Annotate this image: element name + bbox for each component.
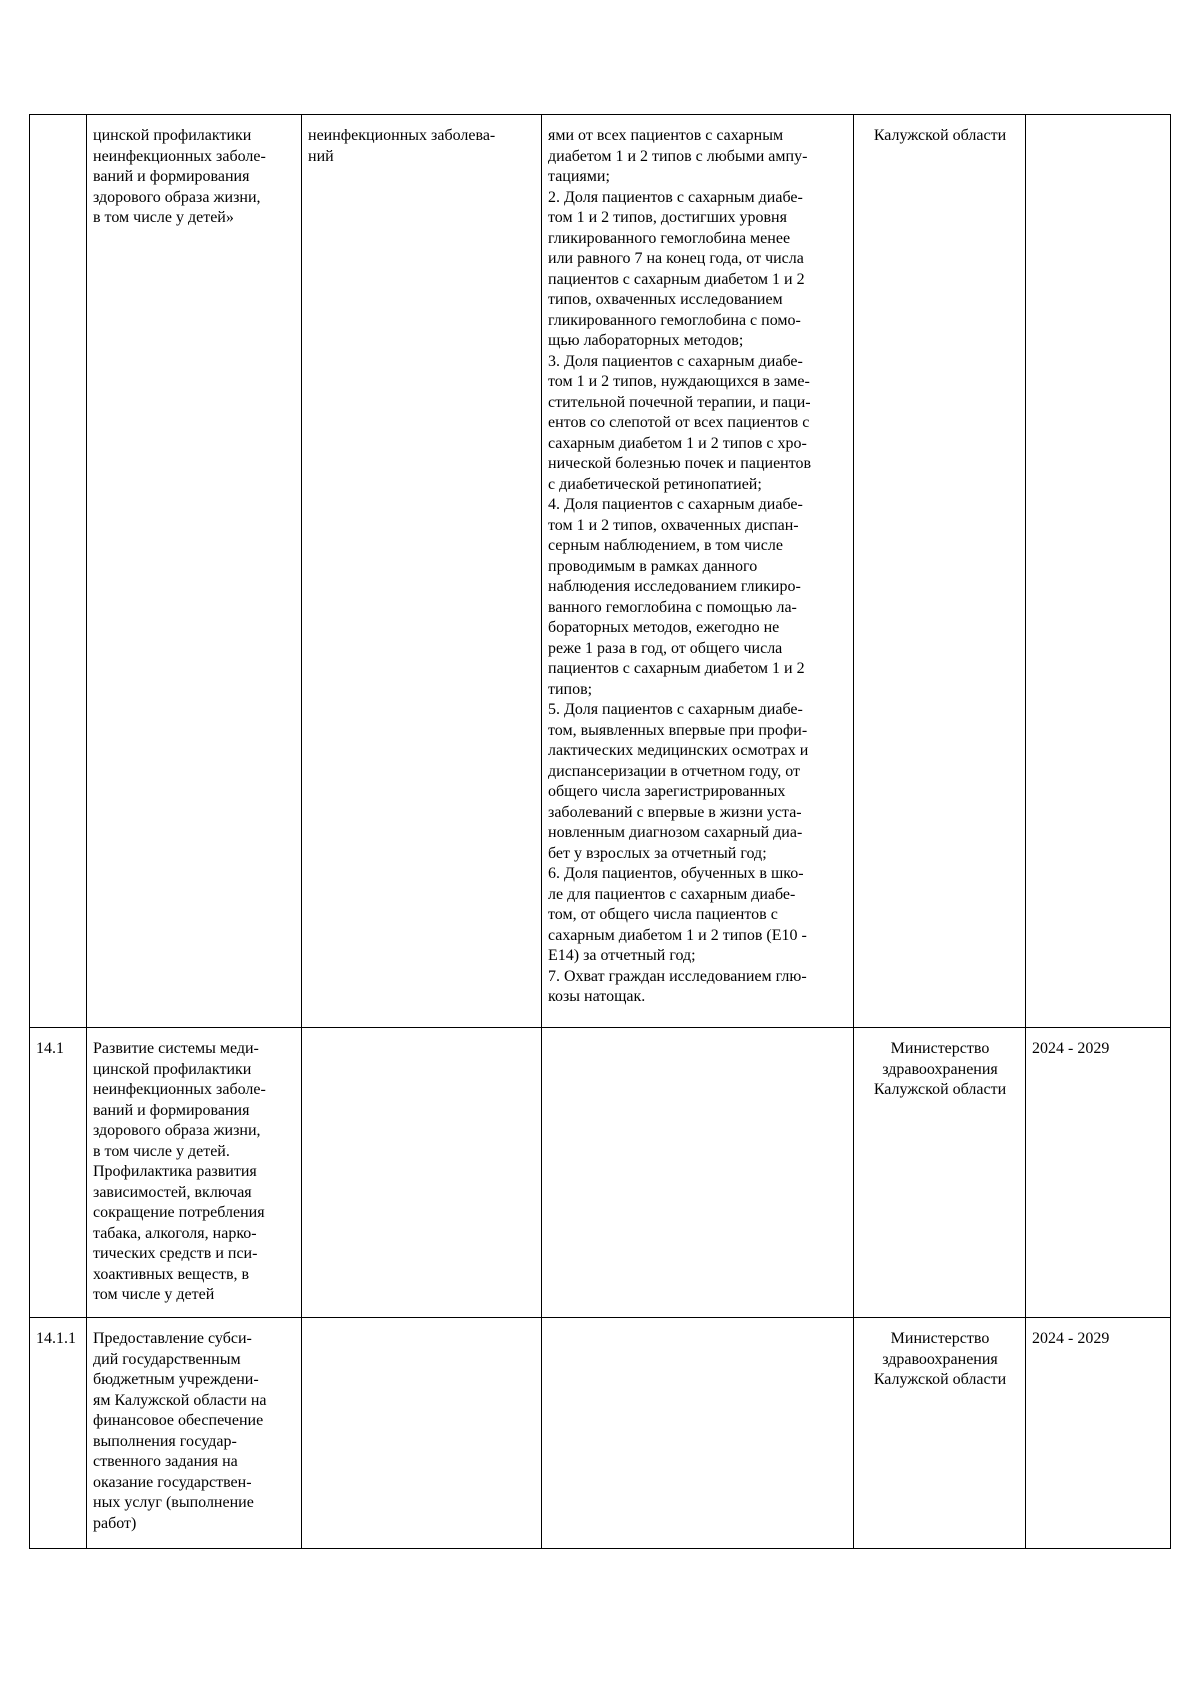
table-row: [30, 1028, 1171, 1318]
row-number: [30, 115, 87, 1028]
event-name-cell: Развитие системы меди- цинской профилактики неинфекционных заболе- ваний и формирования здорового образа жизни, в том числе у детей. Профилактика развития зависимостей, включая сокращение потребления табака, алкоголя, нарко- тических средств и пси- хоактивных веществ, в том числе у детей: [87, 1028, 302, 1318]
event-name-cell: Предоставление субси- дий государственным бюджетным учреждени- ям Калужской области на финансовое обеспечение выполнения государ- ственного задания на оказание государствен- ных услуг (выполнение работ): [87, 1318, 302, 1549]
row-number: 14.1: [30, 1028, 87, 1318]
event-name-cell: цинской профилактики неинфекционных заболе- ваний и формирования здорового образа жизни, в том числе у детей»: [87, 115, 302, 1028]
task-cell: неинфекционных заболева- ний: [302, 115, 542, 1028]
indicator-cell: ями от всех пациентов с сахарным диабетом 1 и 2 типов с любыми ампу- тациями; 2. Доля пациентов с сахарным диабе- том 1 и 2 типов, достигших уровня гликированного гемоглобина менее или равного 7 на конец года, от числа пациентов с сахарным диабетом 1 и 2 типов, охваченных исследованием гликированного гемоглобина с помо- щью лабораторных методов; 3. Доля пациентов с сахарным диабе- том 1 и 2 типов, нуждающихся в заме- стительной почечной терапии, и паци- ентов со слепотой от всех пациентов с сахарным диабетом 1 и 2 типов с хро- нической болезнью почек и пациентов с диабетической ретинопатией; 4. Доля пациентов с сахарным диабе- том 1 и 2 типов, охваченных диспан- серным наблюдением, в том числе проводимым в рамках данного наблюдения исследованием гликиро- ванного гемоглобина с помощью ла- бораторных методов, ежегодно не реже 1 раза в год, от общего числа пациентов с сахарным диабетом 1 и 2 типов; 5. Доля пациентов с сахарным диабе- том, выявленных впервые при профи- лактических медицинских осмотрах и диспансеризации в отчетном году, от общего числа зарегистрированных заболеваний с впервые в жизни уста- новленным диагнозом сахарный диа- бет у взрослых за отчетный год; 6. Доля пациентов, обученных в шко- ле для пациентов с сахарным диабе- том, от общего числа пациентов с сахарным диабетом 1 и 2 типов (E10 - E14) за отчетный год; 7. Охват граждан исследованием глю- козы натощак.: [542, 115, 854, 1028]
task-cell: [302, 1318, 542, 1549]
indicator-cell: [542, 1318, 854, 1549]
executor-cell: Калужской области: [854, 115, 1026, 1028]
row-number: 14.1.1: [30, 1318, 87, 1549]
period-cell: 2024 - 2029: [1026, 1318, 1171, 1549]
executor-cell: Министерство здравоохранения Калужской области: [854, 1028, 1026, 1318]
table-row: [30, 115, 1171, 1028]
executor-cell: Министерство здравоохранения Калужской области: [854, 1318, 1026, 1549]
period-cell: [1026, 115, 1171, 1028]
program-table: [29, 114, 1171, 1549]
period-cell: 2024 - 2029: [1026, 1028, 1171, 1318]
task-cell: [302, 1028, 542, 1318]
table-row: [30, 1318, 1171, 1549]
indicator-cell: [542, 1028, 854, 1318]
